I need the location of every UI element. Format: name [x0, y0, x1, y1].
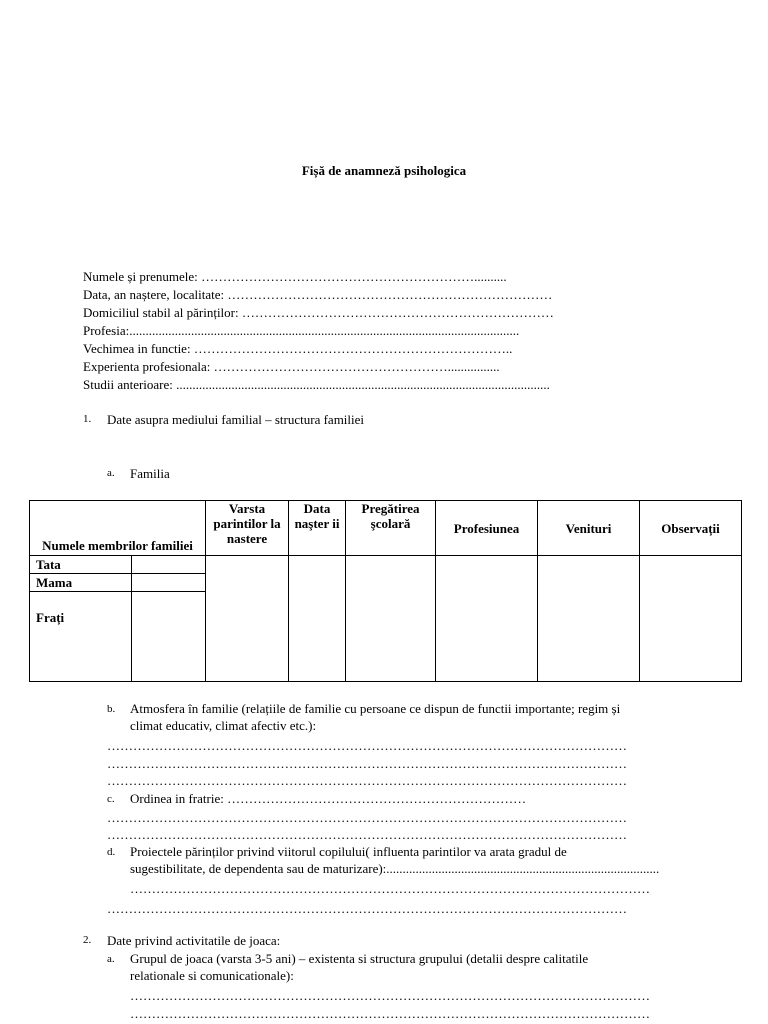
- cell-profession[interactable]: [436, 556, 538, 682]
- cell-siblings-extra[interactable]: [132, 592, 206, 682]
- field-studies[interactable]: Studii anterioare: ...................................................................................................................: [83, 377, 550, 392]
- sub-d-letter: d.: [107, 846, 116, 858]
- header-birth-date: Data naşter ii: [289, 501, 346, 556]
- family-table: [29, 500, 742, 682]
- field-experience[interactable]: Experienta profesionala: ………………………………………………................: [83, 359, 500, 374]
- page-title: Fișă de anamneză psihologica: [301, 163, 467, 178]
- header-observations: Observații: [640, 501, 742, 556]
- row-label-siblings: Frați: [30, 592, 132, 682]
- header-parent-age: Varsta parintilor la nastere: [206, 501, 289, 556]
- header-schooling: Pregătirea şcolară: [346, 501, 436, 556]
- cell-mother-extra[interactable]: [132, 574, 206, 592]
- answer-line-c2[interactable]: …………………………………………………………………………………………………………: [107, 827, 627, 842]
- sub-b-line1: Atmosfera în familie (relațiile de familie cu persoane ce dispun de functii importante; regim și: [130, 701, 621, 716]
- answer-line-d1[interactable]: …………………………………………………………………………………………………………: [130, 881, 650, 896]
- sub-c-field[interactable]: Ordinea in fratrie: ……………………………………………………………: [130, 791, 527, 806]
- row-label-mother: Mama: [30, 574, 132, 592]
- answer-line-c1[interactable]: …………………………………………………………………………………………………………: [107, 810, 627, 825]
- header-profession: Profesiunea: [436, 501, 538, 556]
- answer-line-b3[interactable]: …………………………………………………………………………………………………………: [107, 773, 627, 788]
- field-name[interactable]: Numele și prenumele: ………………………………………………………..........: [83, 269, 507, 284]
- sub-d-line2[interactable]: sugestibilitate, de dependenta sau de maturizare):....................................................................................: [130, 861, 660, 876]
- sub-b-letter: b.: [107, 703, 116, 715]
- field-birth[interactable]: Data, an naștere, localitate: …………………………………………………………………: [83, 287, 553, 302]
- cell-schooling[interactable]: [346, 556, 436, 682]
- sec2-a-line1: Grupul de joaca (varsta 3-5 ani) – existenta si structura grupului (detalii despre calitatile: [130, 951, 589, 966]
- sub-d-line1: Proiectele părinților privind viitorul copilului( influenta parintilor va arata gradul de: [130, 844, 567, 859]
- header-income: Venituri: [538, 501, 640, 556]
- sub-c-letter: c.: [107, 793, 115, 805]
- sec2-a-letter: a.: [107, 953, 115, 965]
- field-profession[interactable]: Profesia:........................................................................................................................: [83, 323, 520, 338]
- row-label-father: Tata: [30, 556, 132, 574]
- answer-line-d2[interactable]: …………………………………………………………………………………………………………: [107, 901, 627, 916]
- answer-line-2a2[interactable]: …………………………………………………………………………………………………………: [130, 1006, 650, 1021]
- sec2-a-line2: relationale si comunicationale):: [130, 968, 294, 983]
- cell-income[interactable]: [538, 556, 640, 682]
- field-seniority[interactable]: Vechimea in functie: ………………………………………………………………..: [83, 341, 513, 356]
- sub-a-letter: a.: [107, 467, 115, 479]
- answer-line-2a1[interactable]: …………………………………………………………………………………………………………: [130, 988, 650, 1003]
- header-members: Numele membrilor familiei: [30, 501, 206, 556]
- section-1-heading: Date asupra mediului familial – structura familiei: [107, 412, 365, 427]
- answer-line-b1[interactable]: …………………………………………………………………………………………………………: [107, 738, 627, 753]
- cell-birth-date[interactable]: [289, 556, 346, 682]
- cell-father-extra[interactable]: [132, 556, 206, 574]
- field-domicile[interactable]: Domiciliul stabil al părinților: ………………………………………………………………: [83, 305, 554, 320]
- section-2-heading: Date privind activitatile de joaca:: [107, 933, 281, 948]
- cell-observations[interactable]: [640, 556, 742, 682]
- sub-a-heading: Familia: [130, 466, 170, 481]
- cell-parent-age[interactable]: [206, 556, 289, 682]
- answer-line-b2[interactable]: …………………………………………………………………………………………………………: [107, 756, 627, 771]
- section-1-number: 1.: [83, 413, 92, 425]
- section-2-number: 2.: [83, 934, 92, 946]
- sub-b-line2: climat educativ, climat afectiv etc.):: [130, 718, 317, 733]
